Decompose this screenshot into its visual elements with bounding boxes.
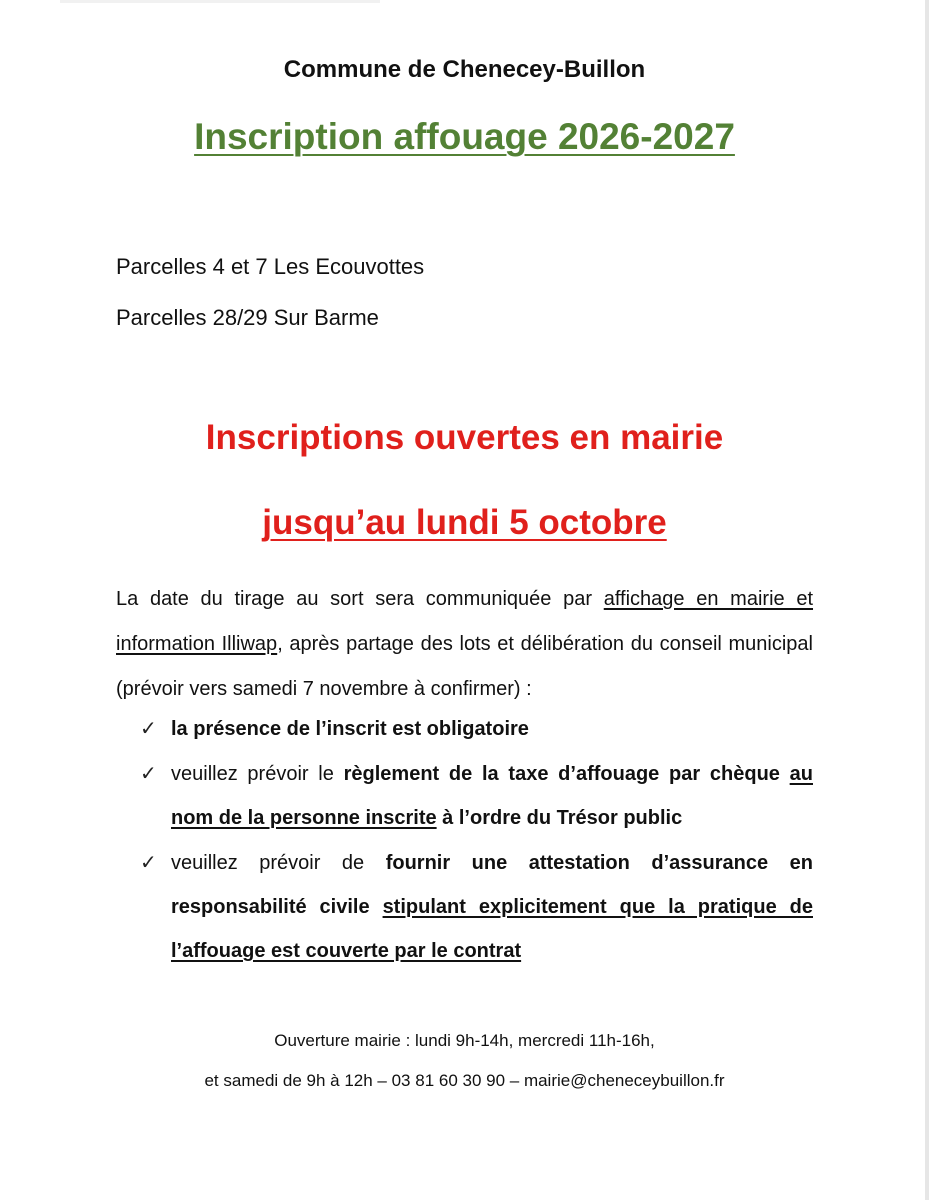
requirements-list — [140, 707, 813, 974]
scan-edge-top — [60, 0, 380, 3]
requirement-2-underlined: au nom de la personne inscrite — [171, 763, 813, 829]
check-icon: ✓ — [140, 852, 157, 874]
intro-underlined: affichage en mairie et information Illiwap — [116, 588, 814, 655]
contact-line: et samedi de 9h à 12h – 03 81 60 30 90 – mairie@cheneceybuillon.fr — [204, 1071, 725, 1090]
requirement-1-bold: la présence de l’inscrit est obligatoire — [171, 718, 529, 740]
page-title-text: Inscription affouage 2026-2027 — [194, 116, 735, 157]
intro-part-1: La date du tirage au sort sera communiquée par — [116, 588, 604, 610]
requirement-2-bold: règlement de la taxe d’affouage par chèque — [343, 763, 790, 785]
intro-part-3: , après partage des lots et délibération du conseil municipal (prévoir vers samedi 7 novembre à confirmer) : — [116, 633, 813, 700]
requirement-item-presence — [140, 707, 813, 751]
check-icon: ✓ — [140, 718, 157, 740]
scan-edge-right — [925, 0, 929, 1200]
announcement-deadline: jusqu’au lundi 5 octobre — [262, 503, 667, 542]
requirement-3-bold: fournir une attestation d’assurance en responsabilité civile — [171, 852, 813, 918]
requirement-3-underlined: stipulant explicitement que la pratique de l’affouage est couverte par le contrat — [171, 896, 813, 962]
opening-hours: Ouverture mairie : lundi 9h-14h, mercredi 11h-16h, — [274, 1031, 655, 1050]
page-title — [0, 116, 929, 158]
requirement-3-text: veuillez prévoir de — [171, 852, 386, 874]
parcel-line-1: Parcelles 4 et 7 Les Ecouvottes — [116, 254, 425, 279]
commune-name: Commune de Chenecey-Buillon — [283, 56, 646, 83]
announcement-line-2 — [0, 503, 929, 543]
requirement-2-text: veuillez prévoir le — [171, 763, 344, 785]
intro-paragraph — [116, 577, 813, 712]
requirement-item-insurance — [140, 841, 813, 973]
requirement-item-payment — [140, 752, 813, 840]
announcement-line-1: Inscriptions ouvertes en mairie — [205, 418, 724, 457]
parcel-line-2: Parcelles 28/29 Sur Barme — [116, 305, 379, 330]
requirement-2-bold-end: à l’ordre du Trésor public — [436, 807, 683, 829]
check-icon: ✓ — [140, 763, 157, 785]
